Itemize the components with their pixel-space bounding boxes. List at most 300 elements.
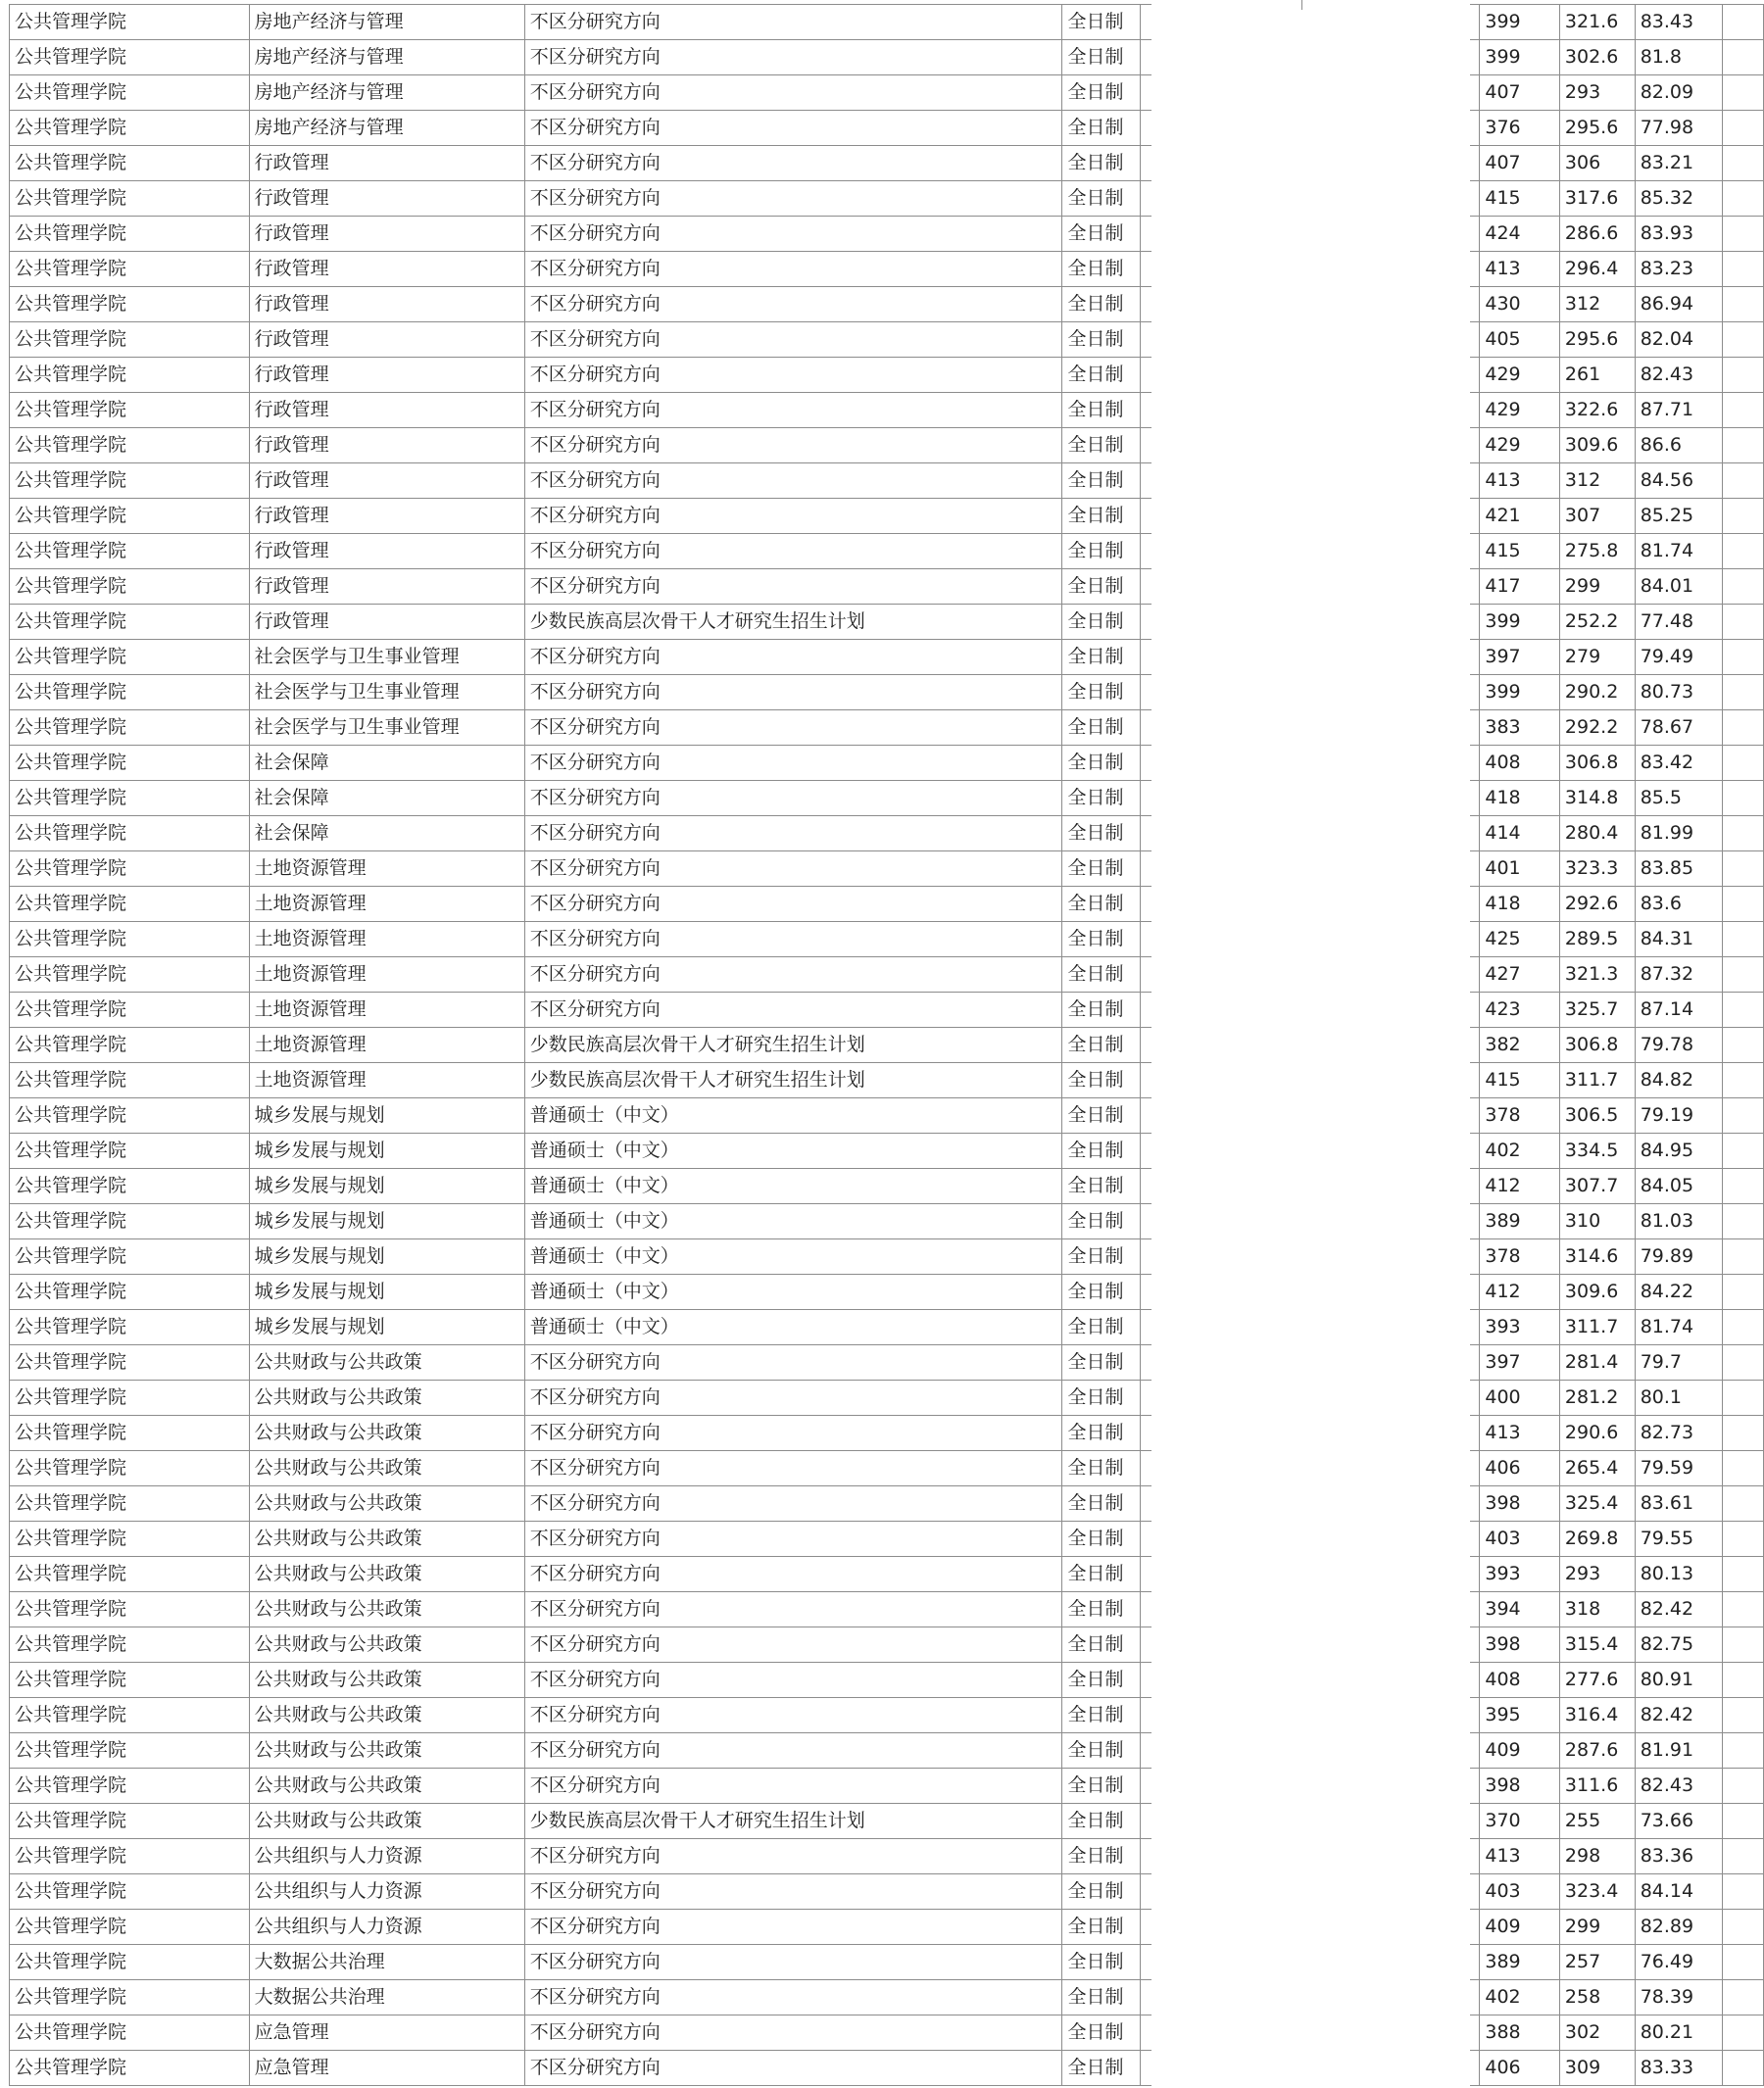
study-mode-cell[interactable]: 全日制 bbox=[1062, 146, 1141, 181]
study-mode-cell[interactable]: 全日制 bbox=[1062, 1451, 1141, 1486]
study-mode-cell[interactable]: 全日制 bbox=[1062, 710, 1141, 746]
major-cell[interactable]: 应急管理 bbox=[249, 2051, 524, 2086]
initial-score-cell[interactable]: 290.6 bbox=[1559, 1416, 1635, 1451]
study-mode-cell[interactable]: 全日制 bbox=[1062, 1980, 1141, 2015]
initial-score-cell[interactable]: 280.4 bbox=[1559, 816, 1635, 851]
total-score-cell[interactable]: 415 bbox=[1480, 181, 1560, 217]
trailing-cell[interactable] bbox=[1723, 1874, 1764, 1910]
college-cell[interactable]: 公共管理学院 bbox=[10, 675, 250, 710]
major-cell[interactable]: 社会保障 bbox=[249, 816, 524, 851]
study-mode-cell[interactable]: 全日制 bbox=[1062, 1063, 1141, 1098]
direction-cell[interactable]: 不区分研究方向 bbox=[524, 1522, 1062, 1557]
initial-score-cell[interactable]: 334.5 bbox=[1559, 1134, 1635, 1169]
direction-cell[interactable]: 不区分研究方向 bbox=[524, 816, 1062, 851]
trailing-cell[interactable] bbox=[1723, 710, 1764, 746]
initial-score-cell[interactable]: 325.7 bbox=[1559, 993, 1635, 1028]
initial-score-cell[interactable]: 298 bbox=[1559, 1839, 1635, 1874]
final-score-cell[interactable]: 84.22 bbox=[1635, 1275, 1723, 1310]
trailing-cell[interactable] bbox=[1723, 781, 1764, 816]
college-cell[interactable]: 公共管理学院 bbox=[10, 1698, 250, 1733]
direction-cell[interactable]: 不区分研究方向 bbox=[524, 75, 1062, 111]
total-score-cell[interactable]: 401 bbox=[1480, 851, 1560, 887]
direction-cell[interactable]: 不区分研究方向 bbox=[524, 1663, 1062, 1698]
college-cell[interactable]: 公共管理学院 bbox=[10, 1804, 250, 1839]
direction-cell[interactable]: 不区分研究方向 bbox=[524, 993, 1062, 1028]
trailing-cell[interactable] bbox=[1723, 1910, 1764, 1945]
total-score-cell[interactable]: 376 bbox=[1480, 111, 1560, 146]
college-cell[interactable]: 公共管理学院 bbox=[10, 2015, 250, 2051]
college-cell[interactable]: 公共管理学院 bbox=[10, 746, 250, 781]
trailing-cell[interactable] bbox=[1723, 463, 1764, 499]
final-score-cell[interactable]: 83.61 bbox=[1635, 1486, 1723, 1522]
direction-cell[interactable]: 不区分研究方向 bbox=[524, 781, 1062, 816]
major-cell[interactable]: 行政管理 bbox=[249, 322, 524, 358]
direction-cell[interactable]: 少数民族高层次骨干人才研究生招生计划 bbox=[524, 1804, 1062, 1839]
trailing-cell[interactable] bbox=[1723, 1451, 1764, 1486]
major-cell[interactable]: 房地产经济与管理 bbox=[249, 5, 524, 40]
study-mode-cell[interactable]: 全日制 bbox=[1062, 1345, 1141, 1381]
major-cell[interactable]: 公共财政与公共政策 bbox=[249, 1557, 524, 1592]
trailing-cell[interactable] bbox=[1723, 851, 1764, 887]
direction-cell[interactable]: 不区分研究方向 bbox=[524, 1769, 1062, 1804]
college-cell[interactable]: 公共管理学院 bbox=[10, 1204, 250, 1239]
total-score-cell[interactable]: 382 bbox=[1480, 1028, 1560, 1063]
college-cell[interactable]: 公共管理学院 bbox=[10, 922, 250, 957]
study-mode-cell[interactable]: 全日制 bbox=[1062, 1945, 1141, 1980]
college-cell[interactable]: 公共管理学院 bbox=[10, 1381, 250, 1416]
initial-score-cell[interactable]: 299 bbox=[1559, 1910, 1635, 1945]
initial-score-cell[interactable]: 318 bbox=[1559, 1592, 1635, 1627]
study-mode-cell[interactable]: 全日制 bbox=[1062, 1134, 1141, 1169]
major-cell[interactable]: 公共组织与人力资源 bbox=[249, 1874, 524, 1910]
initial-score-cell[interactable]: 310 bbox=[1559, 1204, 1635, 1239]
major-cell[interactable]: 公共财政与公共政策 bbox=[249, 1486, 524, 1522]
final-score-cell[interactable]: 78.39 bbox=[1635, 1980, 1723, 2015]
initial-score-cell[interactable]: 323.4 bbox=[1559, 1874, 1635, 1910]
initial-score-cell[interactable]: 296.4 bbox=[1559, 252, 1635, 287]
direction-cell[interactable]: 不区分研究方向 bbox=[524, 322, 1062, 358]
college-cell[interactable]: 公共管理学院 bbox=[10, 851, 250, 887]
study-mode-cell[interactable]: 全日制 bbox=[1062, 1028, 1141, 1063]
initial-score-cell[interactable]: 289.5 bbox=[1559, 922, 1635, 957]
final-score-cell[interactable]: 79.55 bbox=[1635, 1522, 1723, 1557]
direction-cell[interactable]: 不区分研究方向 bbox=[524, 1451, 1062, 1486]
direction-cell[interactable]: 普通硕士（中文） bbox=[524, 1310, 1062, 1345]
initial-score-cell[interactable]: 279 bbox=[1559, 640, 1635, 675]
initial-score-cell[interactable]: 316.4 bbox=[1559, 1698, 1635, 1733]
initial-score-cell[interactable]: 252.2 bbox=[1559, 605, 1635, 640]
total-score-cell[interactable]: 409 bbox=[1480, 1733, 1560, 1769]
direction-cell[interactable]: 不区分研究方向 bbox=[524, 1910, 1062, 1945]
study-mode-cell[interactable]: 全日制 bbox=[1062, 922, 1141, 957]
major-cell[interactable]: 行政管理 bbox=[249, 252, 524, 287]
study-mode-cell[interactable]: 全日制 bbox=[1062, 499, 1141, 534]
total-score-cell[interactable]: 399 bbox=[1480, 605, 1560, 640]
direction-cell[interactable]: 不区分研究方向 bbox=[524, 499, 1062, 534]
study-mode-cell[interactable]: 全日制 bbox=[1062, 1204, 1141, 1239]
major-cell[interactable]: 行政管理 bbox=[249, 499, 524, 534]
study-mode-cell[interactable]: 全日制 bbox=[1062, 1557, 1141, 1592]
college-cell[interactable]: 公共管理学院 bbox=[10, 1486, 250, 1522]
total-score-cell[interactable]: 418 bbox=[1480, 781, 1560, 816]
initial-score-cell[interactable]: 265.4 bbox=[1559, 1451, 1635, 1486]
major-cell[interactable]: 社会保障 bbox=[249, 781, 524, 816]
initial-score-cell[interactable]: 309.6 bbox=[1559, 428, 1635, 463]
initial-score-cell[interactable]: 286.6 bbox=[1559, 217, 1635, 252]
major-cell[interactable]: 行政管理 bbox=[249, 534, 524, 569]
trailing-cell[interactable] bbox=[1723, 1733, 1764, 1769]
trailing-cell[interactable] bbox=[1723, 2051, 1764, 2086]
direction-cell[interactable]: 不区分研究方向 bbox=[524, 1874, 1062, 1910]
study-mode-cell[interactable]: 全日制 bbox=[1062, 463, 1141, 499]
final-score-cell[interactable]: 80.21 bbox=[1635, 2015, 1723, 2051]
study-mode-cell[interactable]: 全日制 bbox=[1062, 1874, 1141, 1910]
initial-score-cell[interactable]: 309.6 bbox=[1559, 1275, 1635, 1310]
initial-score-cell[interactable]: 312 bbox=[1559, 287, 1635, 322]
final-score-cell[interactable]: 77.48 bbox=[1635, 605, 1723, 640]
initial-score-cell[interactable]: 295.6 bbox=[1559, 322, 1635, 358]
direction-cell[interactable]: 少数民族高层次骨干人才研究生招生计划 bbox=[524, 605, 1062, 640]
initial-score-cell[interactable]: 293 bbox=[1559, 75, 1635, 111]
total-score-cell[interactable]: 417 bbox=[1480, 569, 1560, 605]
total-score-cell[interactable]: 402 bbox=[1480, 1134, 1560, 1169]
initial-score-cell[interactable]: 281.2 bbox=[1559, 1381, 1635, 1416]
final-score-cell[interactable]: 78.67 bbox=[1635, 710, 1723, 746]
trailing-cell[interactable] bbox=[1723, 534, 1764, 569]
major-cell[interactable]: 城乡发展与规划 bbox=[249, 1204, 524, 1239]
study-mode-cell[interactable]: 全日制 bbox=[1062, 640, 1141, 675]
total-score-cell[interactable]: 406 bbox=[1480, 2051, 1560, 2086]
college-cell[interactable]: 公共管理学院 bbox=[10, 322, 250, 358]
total-score-cell[interactable]: 395 bbox=[1480, 1698, 1560, 1733]
trailing-cell[interactable] bbox=[1723, 1769, 1764, 1804]
total-score-cell[interactable]: 423 bbox=[1480, 993, 1560, 1028]
study-mode-cell[interactable]: 全日制 bbox=[1062, 1522, 1141, 1557]
final-score-cell[interactable]: 82.43 bbox=[1635, 1769, 1723, 1804]
initial-score-cell[interactable]: 314.8 bbox=[1559, 781, 1635, 816]
total-score-cell[interactable]: 378 bbox=[1480, 1098, 1560, 1134]
study-mode-cell[interactable]: 全日制 bbox=[1062, 111, 1141, 146]
major-cell[interactable]: 土地资源管理 bbox=[249, 887, 524, 922]
study-mode-cell[interactable]: 全日制 bbox=[1062, 675, 1141, 710]
direction-cell[interactable]: 不区分研究方向 bbox=[524, 1733, 1062, 1769]
direction-cell[interactable]: 不区分研究方向 bbox=[524, 922, 1062, 957]
final-score-cell[interactable]: 82.42 bbox=[1635, 1592, 1723, 1627]
study-mode-cell[interactable]: 全日制 bbox=[1062, 1275, 1141, 1310]
trailing-cell[interactable] bbox=[1723, 75, 1764, 111]
major-cell[interactable]: 公共财政与公共政策 bbox=[249, 1416, 524, 1451]
major-cell[interactable]: 公共财政与公共政策 bbox=[249, 1769, 524, 1804]
college-cell[interactable]: 公共管理学院 bbox=[10, 887, 250, 922]
college-cell[interactable]: 公共管理学院 bbox=[10, 75, 250, 111]
study-mode-cell[interactable]: 全日制 bbox=[1062, 1627, 1141, 1663]
total-score-cell[interactable]: 403 bbox=[1480, 1522, 1560, 1557]
major-cell[interactable]: 社会医学与卫生事业管理 bbox=[249, 675, 524, 710]
initial-score-cell[interactable]: 306.5 bbox=[1559, 1098, 1635, 1134]
initial-score-cell[interactable]: 307 bbox=[1559, 499, 1635, 534]
study-mode-cell[interactable]: 全日制 bbox=[1062, 1098, 1141, 1134]
college-cell[interactable]: 公共管理学院 bbox=[10, 1134, 250, 1169]
trailing-cell[interactable] bbox=[1723, 322, 1764, 358]
total-score-cell[interactable]: 397 bbox=[1480, 1345, 1560, 1381]
college-cell[interactable]: 公共管理学院 bbox=[10, 816, 250, 851]
trailing-cell[interactable] bbox=[1723, 1239, 1764, 1275]
major-cell[interactable]: 社会保障 bbox=[249, 746, 524, 781]
final-score-cell[interactable]: 84.01 bbox=[1635, 569, 1723, 605]
total-score-cell[interactable]: 389 bbox=[1480, 1945, 1560, 1980]
final-score-cell[interactable]: 81.99 bbox=[1635, 816, 1723, 851]
total-score-cell[interactable]: 389 bbox=[1480, 1204, 1560, 1239]
college-cell[interactable]: 公共管理学院 bbox=[10, 640, 250, 675]
direction-cell[interactable]: 普通硕士（中文） bbox=[524, 1275, 1062, 1310]
study-mode-cell[interactable]: 全日制 bbox=[1062, 287, 1141, 322]
final-score-cell[interactable]: 83.21 bbox=[1635, 146, 1723, 181]
trailing-cell[interactable] bbox=[1723, 640, 1764, 675]
total-score-cell[interactable]: 424 bbox=[1480, 217, 1560, 252]
total-score-cell[interactable]: 394 bbox=[1480, 1592, 1560, 1627]
trailing-cell[interactable] bbox=[1723, 922, 1764, 957]
final-score-cell[interactable]: 85.25 bbox=[1635, 499, 1723, 534]
major-cell[interactable]: 公共财政与公共政策 bbox=[249, 1522, 524, 1557]
trailing-cell[interactable] bbox=[1723, 1098, 1764, 1134]
trailing-cell[interactable] bbox=[1723, 1310, 1764, 1345]
trailing-cell[interactable] bbox=[1723, 217, 1764, 252]
study-mode-cell[interactable]: 全日制 bbox=[1062, 1804, 1141, 1839]
total-score-cell[interactable]: 403 bbox=[1480, 1874, 1560, 1910]
college-cell[interactable]: 公共管理学院 bbox=[10, 1275, 250, 1310]
major-cell[interactable]: 行政管理 bbox=[249, 181, 524, 217]
initial-score-cell[interactable]: 257 bbox=[1559, 1945, 1635, 1980]
direction-cell[interactable]: 不区分研究方向 bbox=[524, 534, 1062, 569]
study-mode-cell[interactable]: 全日制 bbox=[1062, 1663, 1141, 1698]
direction-cell[interactable]: 不区分研究方向 bbox=[524, 463, 1062, 499]
total-score-cell[interactable]: 399 bbox=[1480, 5, 1560, 40]
direction-cell[interactable]: 不区分研究方向 bbox=[524, 287, 1062, 322]
direction-cell[interactable]: 不区分研究方向 bbox=[524, 2051, 1062, 2086]
major-cell[interactable]: 土地资源管理 bbox=[249, 993, 524, 1028]
total-score-cell[interactable]: 429 bbox=[1480, 358, 1560, 393]
college-cell[interactable]: 公共管理学院 bbox=[10, 1910, 250, 1945]
trailing-cell[interactable] bbox=[1723, 1522, 1764, 1557]
total-score-cell[interactable]: 418 bbox=[1480, 887, 1560, 922]
total-score-cell[interactable]: 413 bbox=[1480, 1416, 1560, 1451]
trailing-cell[interactable] bbox=[1723, 957, 1764, 993]
total-score-cell[interactable]: 415 bbox=[1480, 1063, 1560, 1098]
final-score-cell[interactable]: 85.32 bbox=[1635, 181, 1723, 217]
final-score-cell[interactable]: 86.6 bbox=[1635, 428, 1723, 463]
trailing-cell[interactable] bbox=[1723, 1381, 1764, 1416]
final-score-cell[interactable]: 81.91 bbox=[1635, 1733, 1723, 1769]
major-cell[interactable]: 土地资源管理 bbox=[249, 922, 524, 957]
initial-score-cell[interactable]: 322.6 bbox=[1559, 393, 1635, 428]
college-cell[interactable]: 公共管理学院 bbox=[10, 1769, 250, 1804]
trailing-cell[interactable] bbox=[1723, 1486, 1764, 1522]
final-score-cell[interactable]: 79.59 bbox=[1635, 1451, 1723, 1486]
study-mode-cell[interactable]: 全日制 bbox=[1062, 1698, 1141, 1733]
final-score-cell[interactable]: 83.42 bbox=[1635, 746, 1723, 781]
study-mode-cell[interactable]: 全日制 bbox=[1062, 1486, 1141, 1522]
study-mode-cell[interactable]: 全日制 bbox=[1062, 5, 1141, 40]
trailing-cell[interactable] bbox=[1723, 993, 1764, 1028]
total-score-cell[interactable]: 407 bbox=[1480, 75, 1560, 111]
college-cell[interactable]: 公共管理学院 bbox=[10, 287, 250, 322]
direction-cell[interactable]: 不区分研究方向 bbox=[524, 1381, 1062, 1416]
major-cell[interactable]: 城乡发展与规划 bbox=[249, 1098, 524, 1134]
major-cell[interactable]: 房地产经济与管理 bbox=[249, 40, 524, 75]
college-cell[interactable]: 公共管理学院 bbox=[10, 5, 250, 40]
total-score-cell[interactable]: 399 bbox=[1480, 40, 1560, 75]
study-mode-cell[interactable]: 全日制 bbox=[1062, 1733, 1141, 1769]
college-cell[interactable]: 公共管理学院 bbox=[10, 1663, 250, 1698]
direction-cell[interactable]: 不区分研究方向 bbox=[524, 1698, 1062, 1733]
college-cell[interactable]: 公共管理学院 bbox=[10, 499, 250, 534]
major-cell[interactable]: 社会医学与卫生事业管理 bbox=[249, 640, 524, 675]
final-score-cell[interactable]: 81.8 bbox=[1635, 40, 1723, 75]
major-cell[interactable]: 城乡发展与规划 bbox=[249, 1239, 524, 1275]
study-mode-cell[interactable]: 全日制 bbox=[1062, 993, 1141, 1028]
initial-score-cell[interactable]: 269.8 bbox=[1559, 1522, 1635, 1557]
direction-cell[interactable]: 不区分研究方向 bbox=[524, 40, 1062, 75]
trailing-cell[interactable] bbox=[1723, 1063, 1764, 1098]
total-score-cell[interactable]: 409 bbox=[1480, 1910, 1560, 1945]
direction-cell[interactable]: 不区分研究方向 bbox=[524, 393, 1062, 428]
total-score-cell[interactable]: 398 bbox=[1480, 1486, 1560, 1522]
total-score-cell[interactable]: 378 bbox=[1480, 1239, 1560, 1275]
final-score-cell[interactable]: 86.94 bbox=[1635, 287, 1723, 322]
direction-cell[interactable]: 不区分研究方向 bbox=[524, 1486, 1062, 1522]
college-cell[interactable]: 公共管理学院 bbox=[10, 40, 250, 75]
trailing-cell[interactable] bbox=[1723, 428, 1764, 463]
final-score-cell[interactable]: 79.78 bbox=[1635, 1028, 1723, 1063]
trailing-cell[interactable] bbox=[1723, 252, 1764, 287]
trailing-cell[interactable] bbox=[1723, 1804, 1764, 1839]
direction-cell[interactable]: 不区分研究方向 bbox=[524, 1945, 1062, 1980]
direction-cell[interactable]: 不区分研究方向 bbox=[524, 217, 1062, 252]
direction-cell[interactable]: 普通硕士（中文） bbox=[524, 1169, 1062, 1204]
final-score-cell[interactable]: 83.6 bbox=[1635, 887, 1723, 922]
trailing-cell[interactable] bbox=[1723, 1416, 1764, 1451]
initial-score-cell[interactable]: 325.4 bbox=[1559, 1486, 1635, 1522]
total-score-cell[interactable]: 429 bbox=[1480, 428, 1560, 463]
trailing-cell[interactable] bbox=[1723, 1945, 1764, 1980]
direction-cell[interactable]: 不区分研究方向 bbox=[524, 1345, 1062, 1381]
college-cell[interactable]: 公共管理学院 bbox=[10, 1063, 250, 1098]
major-cell[interactable]: 应急管理 bbox=[249, 2015, 524, 2051]
study-mode-cell[interactable]: 全日制 bbox=[1062, 252, 1141, 287]
direction-cell[interactable]: 不区分研究方向 bbox=[524, 746, 1062, 781]
direction-cell[interactable]: 不区分研究方向 bbox=[524, 1416, 1062, 1451]
study-mode-cell[interactable]: 全日制 bbox=[1062, 1381, 1141, 1416]
major-cell[interactable]: 城乡发展与规划 bbox=[249, 1275, 524, 1310]
final-score-cell[interactable]: 85.5 bbox=[1635, 781, 1723, 816]
study-mode-cell[interactable]: 全日制 bbox=[1062, 1416, 1141, 1451]
college-cell[interactable]: 公共管理学院 bbox=[10, 181, 250, 217]
total-score-cell[interactable]: 399 bbox=[1480, 675, 1560, 710]
total-score-cell[interactable]: 414 bbox=[1480, 816, 1560, 851]
major-cell[interactable]: 土地资源管理 bbox=[249, 851, 524, 887]
trailing-cell[interactable] bbox=[1723, 1028, 1764, 1063]
trailing-cell[interactable] bbox=[1723, 816, 1764, 851]
college-cell[interactable]: 公共管理学院 bbox=[10, 1522, 250, 1557]
college-cell[interactable]: 公共管理学院 bbox=[10, 1098, 250, 1134]
final-score-cell[interactable]: 87.71 bbox=[1635, 393, 1723, 428]
total-score-cell[interactable]: 412 bbox=[1480, 1275, 1560, 1310]
direction-cell[interactable]: 不区分研究方向 bbox=[524, 675, 1062, 710]
study-mode-cell[interactable]: 全日制 bbox=[1062, 2015, 1141, 2051]
direction-cell[interactable]: 不区分研究方向 bbox=[524, 428, 1062, 463]
college-cell[interactable]: 公共管理学院 bbox=[10, 146, 250, 181]
final-score-cell[interactable]: 84.05 bbox=[1635, 1169, 1723, 1204]
college-cell[interactable]: 公共管理学院 bbox=[10, 111, 250, 146]
trailing-cell[interactable] bbox=[1723, 569, 1764, 605]
direction-cell[interactable]: 不区分研究方向 bbox=[524, 146, 1062, 181]
college-cell[interactable]: 公共管理学院 bbox=[10, 569, 250, 605]
total-score-cell[interactable]: 406 bbox=[1480, 1451, 1560, 1486]
study-mode-cell[interactable]: 全日制 bbox=[1062, 428, 1141, 463]
major-cell[interactable]: 行政管理 bbox=[249, 569, 524, 605]
direction-cell[interactable]: 普通硕士（中文） bbox=[524, 1098, 1062, 1134]
major-cell[interactable]: 公共组织与人力资源 bbox=[249, 1839, 524, 1874]
college-cell[interactable]: 公共管理学院 bbox=[10, 710, 250, 746]
total-score-cell[interactable]: 388 bbox=[1480, 2015, 1560, 2051]
final-score-cell[interactable]: 79.7 bbox=[1635, 1345, 1723, 1381]
final-score-cell[interactable]: 80.1 bbox=[1635, 1381, 1723, 1416]
final-score-cell[interactable]: 80.73 bbox=[1635, 675, 1723, 710]
direction-cell[interactable]: 不区分研究方向 bbox=[524, 181, 1062, 217]
study-mode-cell[interactable]: 全日制 bbox=[1062, 781, 1141, 816]
college-cell[interactable]: 公共管理学院 bbox=[10, 957, 250, 993]
initial-score-cell[interactable]: 275.8 bbox=[1559, 534, 1635, 569]
final-score-cell[interactable]: 82.75 bbox=[1635, 1627, 1723, 1663]
final-score-cell[interactable]: 80.91 bbox=[1635, 1663, 1723, 1698]
final-score-cell[interactable]: 79.89 bbox=[1635, 1239, 1723, 1275]
study-mode-cell[interactable]: 全日制 bbox=[1062, 957, 1141, 993]
major-cell[interactable]: 土地资源管理 bbox=[249, 1028, 524, 1063]
college-cell[interactable]: 公共管理学院 bbox=[10, 393, 250, 428]
final-score-cell[interactable]: 82.09 bbox=[1635, 75, 1723, 111]
study-mode-cell[interactable]: 全日制 bbox=[1062, 746, 1141, 781]
direction-cell[interactable]: 少数民族高层次骨干人才研究生招生计划 bbox=[524, 1028, 1062, 1063]
total-score-cell[interactable]: 427 bbox=[1480, 957, 1560, 993]
major-cell[interactable]: 公共财政与公共政策 bbox=[249, 1592, 524, 1627]
final-score-cell[interactable]: 84.56 bbox=[1635, 463, 1723, 499]
study-mode-cell[interactable]: 全日制 bbox=[1062, 534, 1141, 569]
initial-score-cell[interactable]: 302.6 bbox=[1559, 40, 1635, 75]
study-mode-cell[interactable]: 全日制 bbox=[1062, 1592, 1141, 1627]
major-cell[interactable]: 公共财政与公共政策 bbox=[249, 1627, 524, 1663]
initial-score-cell[interactable]: 321.3 bbox=[1559, 957, 1635, 993]
trailing-cell[interactable] bbox=[1723, 1345, 1764, 1381]
direction-cell[interactable]: 不区分研究方向 bbox=[524, 640, 1062, 675]
college-cell[interactable]: 公共管理学院 bbox=[10, 605, 250, 640]
final-score-cell[interactable]: 82.89 bbox=[1635, 1910, 1723, 1945]
trailing-cell[interactable] bbox=[1723, 111, 1764, 146]
major-cell[interactable]: 公共财政与公共政策 bbox=[249, 1698, 524, 1733]
final-score-cell[interactable]: 76.49 bbox=[1635, 1945, 1723, 1980]
study-mode-cell[interactable]: 全日制 bbox=[1062, 1169, 1141, 1204]
initial-score-cell[interactable]: 258 bbox=[1559, 1980, 1635, 2015]
final-score-cell[interactable]: 82.04 bbox=[1635, 322, 1723, 358]
college-cell[interactable]: 公共管理学院 bbox=[10, 1169, 250, 1204]
direction-cell[interactable]: 不区分研究方向 bbox=[524, 1980, 1062, 2015]
trailing-cell[interactable] bbox=[1723, 40, 1764, 75]
initial-score-cell[interactable]: 292.6 bbox=[1559, 887, 1635, 922]
college-cell[interactable]: 公共管理学院 bbox=[10, 1416, 250, 1451]
initial-score-cell[interactable]: 255 bbox=[1559, 1804, 1635, 1839]
college-cell[interactable]: 公共管理学院 bbox=[10, 217, 250, 252]
initial-score-cell[interactable]: 306 bbox=[1559, 146, 1635, 181]
major-cell[interactable]: 城乡发展与规划 bbox=[249, 1310, 524, 1345]
